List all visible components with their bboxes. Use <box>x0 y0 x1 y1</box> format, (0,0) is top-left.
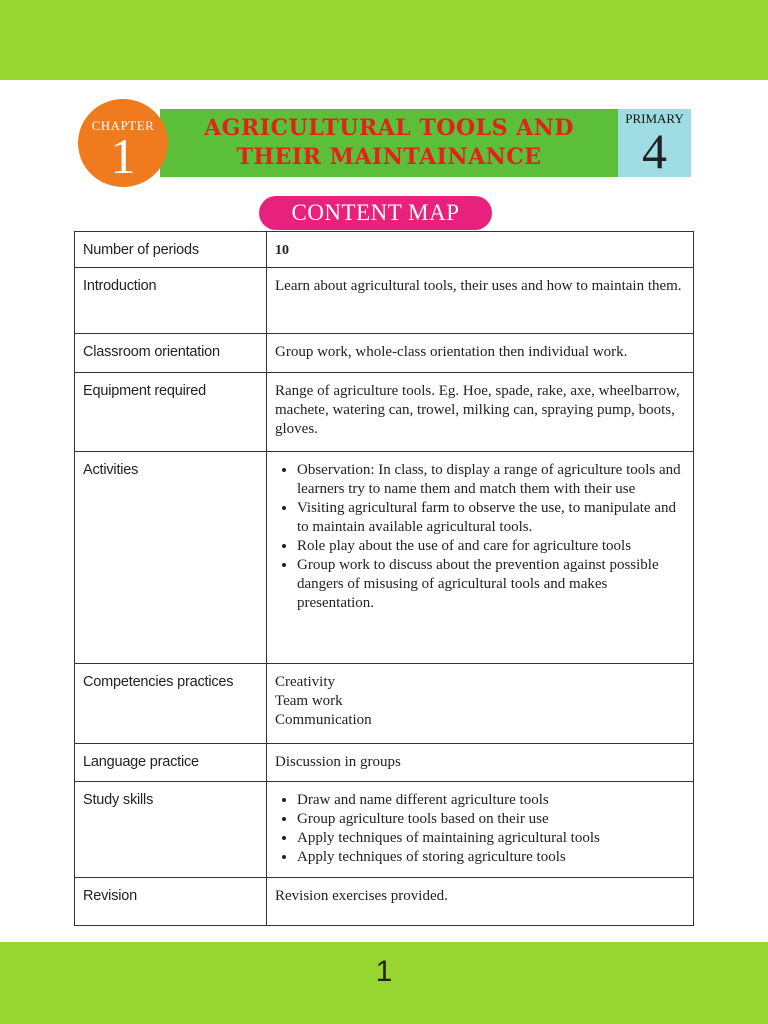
chapter-title <box>160 109 618 177</box>
list-item: • Apply techniques of maintaining agricultural tools <box>297 829 685 848</box>
row-value: Learn about agricultural tools, their uses and how to maintain them. <box>267 268 694 334</box>
chapter-word: CHAPTER <box>91 118 155 133</box>
list-item: • Role play about the use of and care for agriculture tools <box>297 537 685 556</box>
competency-item: Team work <box>275 693 343 709</box>
row-value <box>267 452 694 664</box>
label-text: Study skills <box>83 792 154 808</box>
chapter-title-bar <box>160 109 618 177</box>
row-label <box>75 782 267 878</box>
table-row <box>75 373 694 452</box>
competency-item: Communication <box>275 712 372 728</box>
value-text: 10 <box>275 243 289 258</box>
activities-list <box>275 461 685 613</box>
level-badge <box>618 109 691 177</box>
section-title: CONTENT MAP <box>259 196 492 230</box>
level-word: PRIMARY <box>625 111 684 126</box>
level-number: 4 <box>642 123 667 179</box>
table-row <box>75 878 694 926</box>
table-row <box>75 664 694 744</box>
list-item: • Apply techniques of storing agriculture tools <box>297 848 685 867</box>
table-row <box>75 452 694 664</box>
table-row <box>75 232 694 268</box>
row-label <box>75 232 267 268</box>
row-value: Discussion in groups <box>267 744 694 782</box>
chapter-number: 1 <box>110 128 136 184</box>
row-value <box>267 664 694 744</box>
competency-item: Creativity <box>275 674 335 690</box>
chapter-title-line2: THEIR MAINTAINANCE <box>236 144 542 170</box>
label-text: Number of periods <box>83 242 199 258</box>
list-item: • Group agriculture tools based on their use <box>297 810 685 829</box>
label-text: Equipment required <box>83 383 206 399</box>
label-text: Activities <box>83 462 139 478</box>
list-item: • Visiting agricultural farm to observe the use, to manipulate and to maintain available agricultural tools. <box>297 499 685 537</box>
row-label <box>75 664 267 744</box>
list-item: • Draw and name different agriculture tools <box>297 791 685 810</box>
list-item: • Group work to discuss about the prevention against possible dangers of misusing of agricultural tools and makes presentation. <box>297 556 685 613</box>
row-value: Range of agriculture tools. Eg. Hoe, spade, rake, axe, wheelbarrow, machete, watering can, trowel, milking can, spraying pump, boots, gloves. <box>267 373 694 452</box>
label-text: Competencies practices <box>83 674 234 690</box>
row-label <box>75 878 267 926</box>
page-number: 1 <box>375 955 393 988</box>
row-label <box>75 268 267 334</box>
table-row <box>75 334 694 373</box>
table-row <box>75 782 694 878</box>
label-text: Introduction <box>83 278 157 294</box>
label-text: Revision <box>83 888 138 904</box>
row-value <box>267 232 694 268</box>
study-skills-list <box>275 791 685 867</box>
label-text: Language practice <box>83 754 199 770</box>
table-row <box>75 744 694 782</box>
list-item: • Observation: In class, to display a range of agriculture tools and learners try to name them and match them with their use <box>297 461 685 499</box>
row-label <box>75 744 267 782</box>
chapter-badge <box>78 99 168 187</box>
content-map-table <box>74 231 694 926</box>
table-row <box>75 268 694 334</box>
row-value: Revision exercises provided. <box>267 878 694 926</box>
row-label <box>75 334 267 373</box>
label-text: Classroom orientation <box>83 344 220 360</box>
row-value: Group work, whole-class orientation then individual work. <box>267 334 694 373</box>
row-value <box>267 782 694 878</box>
row-label <box>75 452 267 664</box>
chapter-title-line1: AGRICULTURAL TOOLS AND <box>204 115 574 141</box>
top-green-band <box>0 0 768 80</box>
row-label <box>75 373 267 452</box>
